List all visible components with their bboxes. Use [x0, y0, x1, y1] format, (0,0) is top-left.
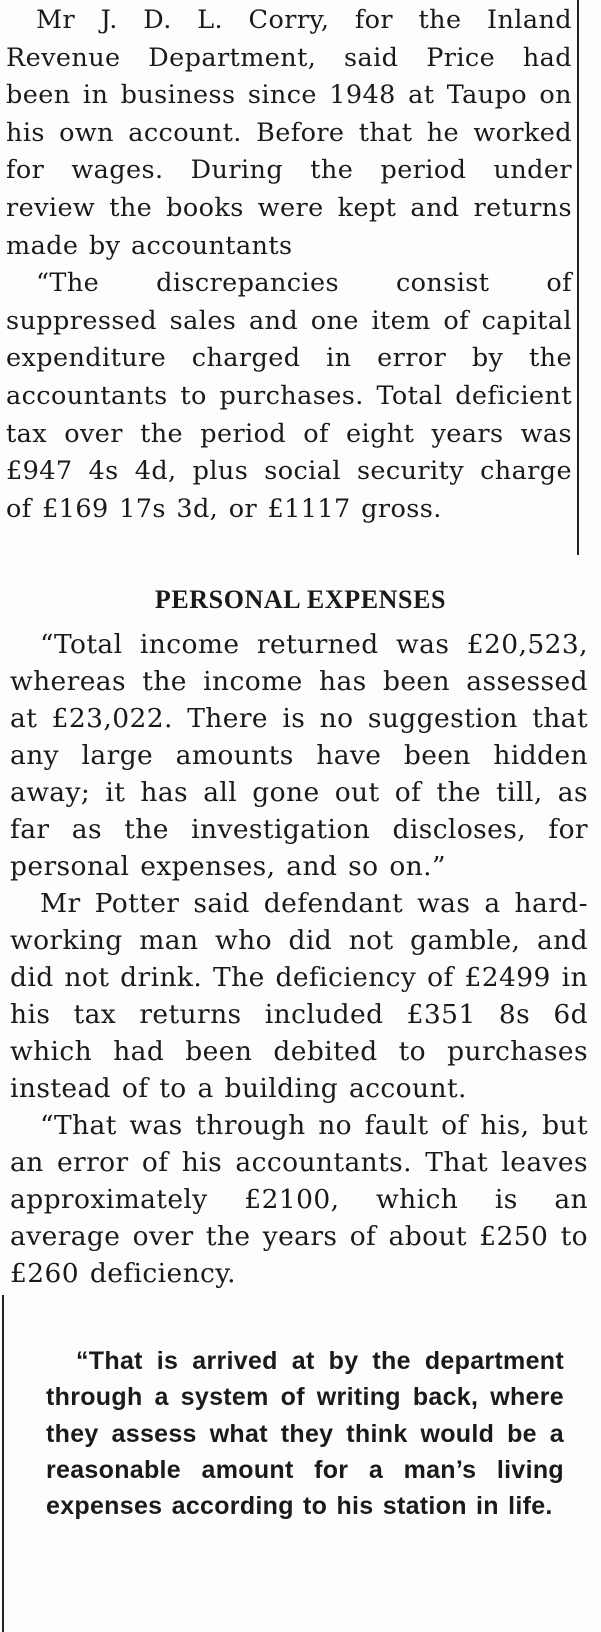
column-rule-left — [2, 1295, 4, 1632]
paragraph-writing-back: “That is arrived at by the department through a system of writing back, where they assess what they think would be a reasonable amount for a man’s living expenses according to his station in life. — [46, 1347, 564, 1521]
paragraph-total-income: “Total income returned was £20,523, whereas the income has been assessed at £23,022. There is no suggestion that any large amounts have been hidden away; it has all gone out of the till, as far as the investigation discloses, for personal expenses, and so on.” — [10, 629, 588, 882]
paragraph-corry-statement: Mr J. D. L. Corry, for the Inland Revenue Department, said Price had been in business since 1948 at Taupo on his own account. Before that he worked for wages. During the period under review the books were kept and returns made by accountants — [6, 5, 572, 261]
paragraph-accountants-error: “That was through no fault of his, but an error of his accountants. That leaves approximately £2100, which is an average over the years of about £250 to £260 deficiency. — [10, 1110, 588, 1289]
article-intro — [6, 2, 572, 528]
paragraph-discrepancies: “The discrepancies consist of suppressed sales and one item of capital expenditure charged in error by the accountants to purchases. Total deficient tax over the period of eight years was £947 4s 4d, plus social security charge of £169 17s 3d, or £1117 gross. — [6, 268, 572, 524]
article-body — [10, 626, 588, 1292]
paragraph-potter-defence: Mr Potter said defendant was a hard-working man who did not gamble, and did not drink. The deficiency of £2499 in his tax returns included £351 8s 6d which had been debited to purchases instead of to a building account. — [10, 888, 588, 1104]
article-bold-quote — [46, 1343, 564, 1524]
column-rule-right — [577, 0, 579, 555]
section-heading: PERSONAL EXPENSES — [154, 585, 447, 614]
